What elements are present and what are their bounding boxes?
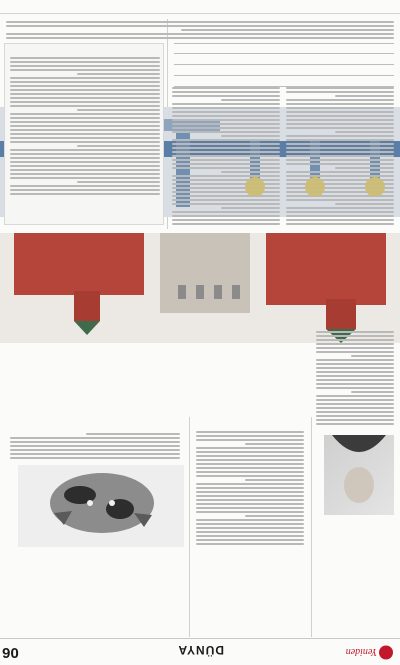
text-line: [316, 399, 394, 401]
text-line: [10, 445, 180, 447]
text-line: [335, 203, 394, 205]
text-line: [10, 133, 160, 135]
text-line: [316, 387, 394, 389]
text-line: [245, 479, 304, 481]
text-line: [172, 155, 280, 157]
notice-table: [174, 43, 394, 87]
text-line: [286, 215, 394, 217]
text-line: [286, 147, 394, 149]
text-line: [196, 435, 304, 437]
page-number: 06: [2, 644, 19, 661]
text-line: [196, 499, 304, 501]
text-line: [316, 367, 394, 369]
text-line: [316, 347, 394, 349]
text-line: [245, 443, 304, 445]
text-line: [10, 137, 160, 139]
text-line: [286, 219, 394, 221]
text-line: [316, 407, 394, 409]
text-line: [172, 119, 280, 121]
text-line: [221, 171, 280, 173]
text-line: [286, 171, 394, 173]
text-line: [10, 149, 160, 151]
text-line: [196, 467, 304, 469]
cat-photo: [18, 465, 184, 547]
body-text-column: [172, 85, 280, 225]
text-line: [172, 151, 280, 153]
text-line: [316, 395, 394, 397]
text-line: [10, 141, 160, 143]
text-line: [10, 185, 160, 187]
text-line: [196, 531, 304, 533]
text-line: [221, 207, 280, 209]
text-line: [10, 125, 160, 127]
text-line: [286, 199, 394, 201]
text-line: [316, 403, 394, 405]
masthead: [0, 638, 400, 665]
text-line: [172, 175, 280, 177]
text-line: [316, 411, 394, 413]
text-line: [77, 73, 160, 75]
text-line: [172, 179, 280, 181]
text-line: [10, 57, 160, 59]
text-line: [10, 457, 180, 459]
text-line: [172, 203, 280, 205]
text-line: [77, 145, 160, 147]
text-line: [196, 447, 304, 449]
text-line: [172, 127, 280, 129]
text-line: [196, 535, 304, 537]
text-line: [172, 131, 280, 133]
text-line: [286, 103, 394, 105]
text-line: [196, 507, 304, 509]
text-line: [286, 163, 394, 165]
text-line: [10, 157, 160, 159]
text-line: [10, 97, 160, 99]
text-line: [286, 139, 394, 141]
text-line: [335, 167, 394, 169]
text-line: [86, 433, 180, 435]
text-line: [172, 183, 280, 185]
body-text-column: [10, 429, 180, 459]
text-line: [172, 187, 280, 189]
text-line: [196, 471, 304, 473]
text-line: [6, 25, 394, 27]
text-line: [172, 211, 280, 213]
text-line: [196, 451, 304, 453]
text-line: [196, 487, 304, 489]
text-line: [10, 441, 180, 443]
text-line: [10, 93, 160, 95]
text-line: [286, 99, 394, 101]
text-line: [10, 101, 160, 103]
text-line: [286, 91, 394, 93]
text-line: [316, 343, 394, 345]
text-line: [6, 33, 394, 35]
text-line: [196, 455, 304, 457]
text-line: [316, 339, 394, 341]
text-line: [10, 113, 160, 115]
text-line: [286, 179, 394, 181]
text-line: [172, 199, 280, 201]
text-line: [172, 223, 280, 225]
text-line: [245, 515, 304, 517]
text-line: [286, 107, 394, 109]
text-line: [221, 99, 280, 101]
text-line: [196, 475, 304, 477]
text-line: [196, 439, 304, 441]
text-line: [286, 119, 394, 121]
text-line: [316, 379, 394, 381]
text-line: [172, 139, 280, 141]
text-line: [316, 351, 394, 353]
text-line: [286, 111, 394, 113]
text-line: [335, 131, 394, 133]
text-line: [286, 115, 394, 117]
text-line: [6, 21, 394, 23]
body-text-column: [196, 427, 304, 545]
text-line: [172, 195, 280, 197]
text-line: [286, 211, 394, 213]
text-line: [10, 177, 160, 179]
text-line: [286, 207, 394, 209]
text-line: [196, 459, 304, 461]
text-line: [6, 37, 394, 39]
text-line: [221, 135, 280, 137]
text-line: [286, 187, 394, 189]
text-line: [172, 107, 280, 109]
text-line: [10, 153, 160, 155]
text-line: [77, 109, 160, 111]
body-text-column: [316, 327, 394, 425]
text-line: [10, 85, 160, 87]
text-line: [172, 215, 280, 217]
text-line: [10, 61, 160, 63]
logo-text: Yeniden: [345, 646, 377, 657]
text-line: [286, 123, 394, 125]
text-line: [335, 95, 394, 97]
text-line: [286, 155, 394, 157]
text-line: [10, 69, 160, 71]
text-line: [196, 543, 304, 545]
text-line: [286, 223, 394, 225]
text-line: [196, 539, 304, 541]
text-line: [172, 115, 280, 117]
text-line: [196, 511, 304, 513]
text-line: [316, 419, 394, 421]
text-line: [172, 159, 280, 161]
text-line: [196, 495, 304, 497]
text-line: [316, 423, 394, 425]
text-line: [196, 527, 304, 529]
text-line: [172, 143, 280, 145]
body-text-column: [10, 55, 160, 195]
page-footer: [0, 0, 400, 14]
text-line: [316, 415, 394, 417]
text-line: [10, 117, 160, 119]
text-line: [316, 363, 394, 365]
portrait-photo: [324, 435, 394, 515]
column-divider: [189, 417, 190, 637]
text-line: [10, 105, 160, 107]
text-line: [286, 183, 394, 185]
text-line: [10, 449, 180, 451]
text-line: [286, 135, 394, 137]
text-line: [172, 191, 280, 193]
text-line: [10, 121, 160, 123]
text-line: [172, 103, 280, 105]
column-divider: [311, 417, 312, 637]
text-line: [286, 175, 394, 177]
text-line: [172, 87, 280, 89]
text-line: [10, 189, 160, 191]
text-line: [316, 335, 394, 337]
text-line: [10, 65, 160, 67]
text-line: [172, 219, 280, 221]
text-line: [286, 195, 394, 197]
text-line: [10, 81, 160, 83]
text-line: [196, 483, 304, 485]
body-text-column: [286, 85, 394, 225]
text-line: [10, 129, 160, 131]
text-line: [286, 151, 394, 153]
text-line: [172, 147, 280, 149]
text-line: [286, 159, 394, 161]
text-line: [316, 383, 394, 385]
text-line: [77, 181, 160, 183]
text-line: [316, 375, 394, 377]
text-line: [10, 193, 160, 195]
text-line: [172, 95, 280, 97]
newspaper-logo-icon: [338, 643, 394, 662]
text-line: [10, 453, 180, 455]
text-line: [286, 143, 394, 145]
text-line: [10, 173, 160, 175]
text-line: [286, 191, 394, 193]
text-line: [10, 437, 180, 439]
text-line: [172, 111, 280, 113]
text-line: [196, 519, 304, 521]
text-line: [10, 165, 160, 167]
text-line: [351, 355, 394, 357]
text-line: [181, 29, 394, 31]
text-line: [172, 123, 280, 125]
text-line: [10, 89, 160, 91]
text-line: [351, 391, 394, 393]
text-line: [172, 163, 280, 165]
body-text-column: [6, 19, 394, 39]
text-line: [196, 503, 304, 505]
text-line: [10, 169, 160, 171]
text-line: [196, 491, 304, 493]
text-line: [196, 463, 304, 465]
text-line: [10, 77, 160, 79]
text-line: [196, 523, 304, 525]
section-name: DÜNYA: [177, 643, 224, 657]
text-line: [286, 87, 394, 89]
text-line: [196, 431, 304, 433]
text-line: [172, 91, 280, 93]
text-line: [316, 359, 394, 361]
text-line: [316, 331, 394, 333]
text-line: [10, 161, 160, 163]
text-line: [172, 167, 280, 169]
text-line: [286, 127, 394, 129]
text-line: [316, 371, 394, 373]
